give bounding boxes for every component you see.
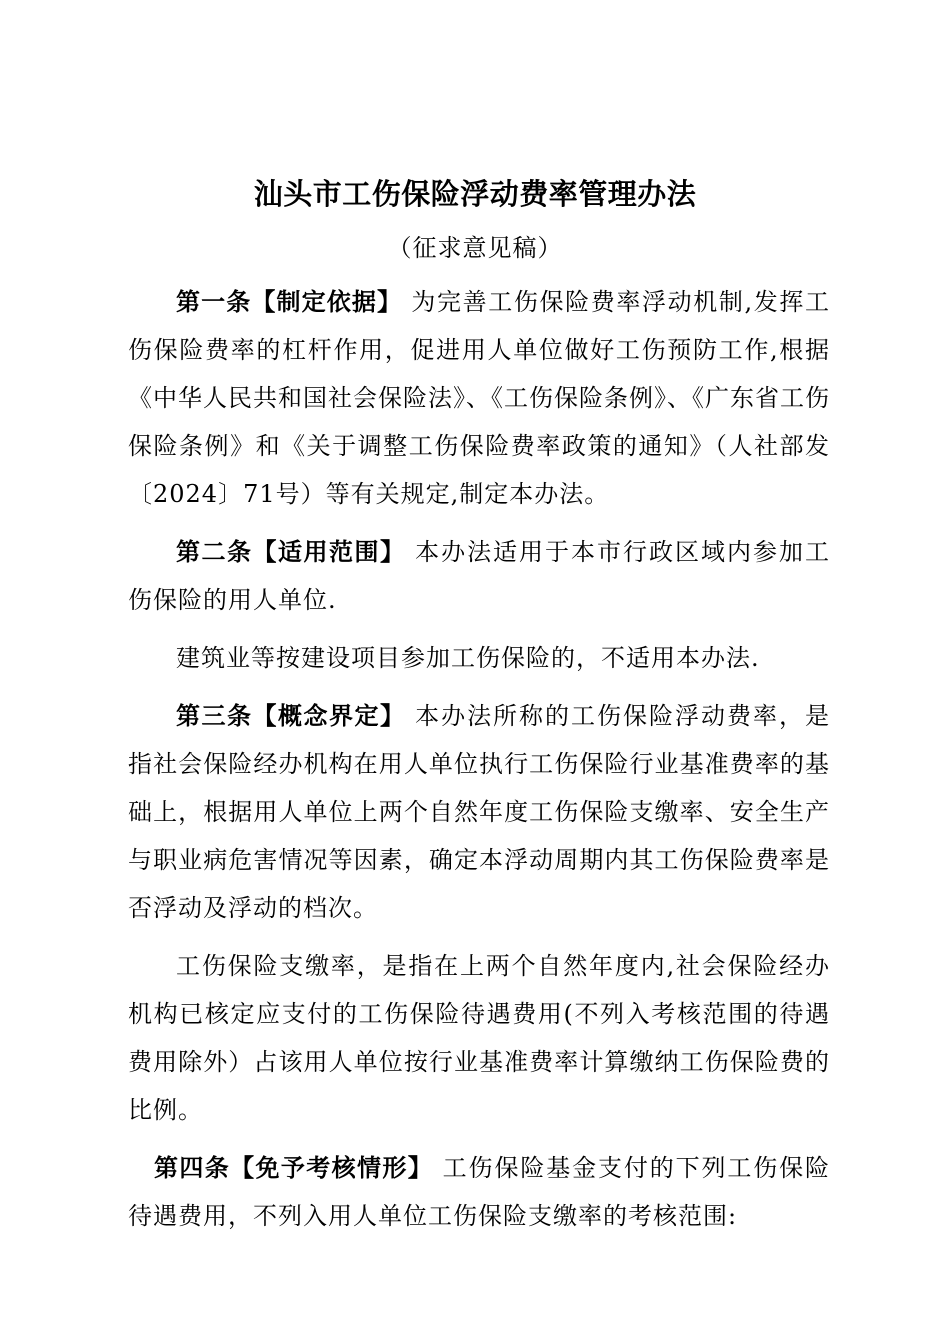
article-2-paragraph-2-text: 建筑业等按建设项目参加工伤保险的，不适用本办法.	[176, 644, 760, 672]
article-4-text: 工伤保险基金支付的下列工伤保险待遇费用，不列入用人单位工伤保险支缴率的考核范围:	[128, 1154, 830, 1230]
article-3	[128, 692, 830, 932]
article-2-paragraph-2	[128, 634, 830, 682]
document-title: 汕头市工伤保险浮动费率管理办法	[253, 177, 697, 211]
article-1-text: 为完善工伤保险费率浮动机制,发挥工伤保险费率的杠杆作用，促进用人单位做好工伤预防工作,根据《中华人民共和国社会保险法》、《工伤保险条例》、《广东省工伤保险条例》和《关于调整工伤保险费率政策的通知》（人社部发〔2024〕71号）等有关规定,制定本办法。	[128, 288, 830, 508]
document-body	[128, 278, 830, 1240]
article-3-paragraph-2-text: 工伤保险支缴率，是指在上两个自然年度内,社会保险经办机构已核定应支付的工伤保险待遇费用(不列入考核范围的待遇费用除外）占该用人单位按行业基准费率计算缴纳工伤保险费的比例。	[128, 952, 830, 1124]
article-2-text: 本办法适用于本市行政区域内参加工伤保险的用人单位.	[128, 538, 830, 614]
article-4-heading: 第四条【免予考核情形】	[154, 1154, 434, 1182]
article-3-paragraph-2	[128, 942, 830, 1134]
article-3-text: 本办法所称的工伤保险浮动费率，是指社会保险经办机构在用人单位执行工伤保险行业基准费率的基础上，根据用人单位上两个自然年度工伤保险支缴率、安全生产与职业病危害情况等因素，确定本浮动周期内其工伤保险费率是否浮动及浮动的档次。	[128, 702, 830, 922]
article-2	[128, 528, 830, 624]
article-1-heading: 第一条【制定依据】	[176, 288, 403, 316]
article-3-heading: 第三条【概念界定】	[176, 702, 406, 730]
article-4	[128, 1144, 830, 1240]
article-2-heading: 第二条【适用范围】	[176, 538, 406, 566]
document-subtitle: （征求意见稿）	[387, 234, 563, 262]
article-1	[128, 278, 830, 518]
